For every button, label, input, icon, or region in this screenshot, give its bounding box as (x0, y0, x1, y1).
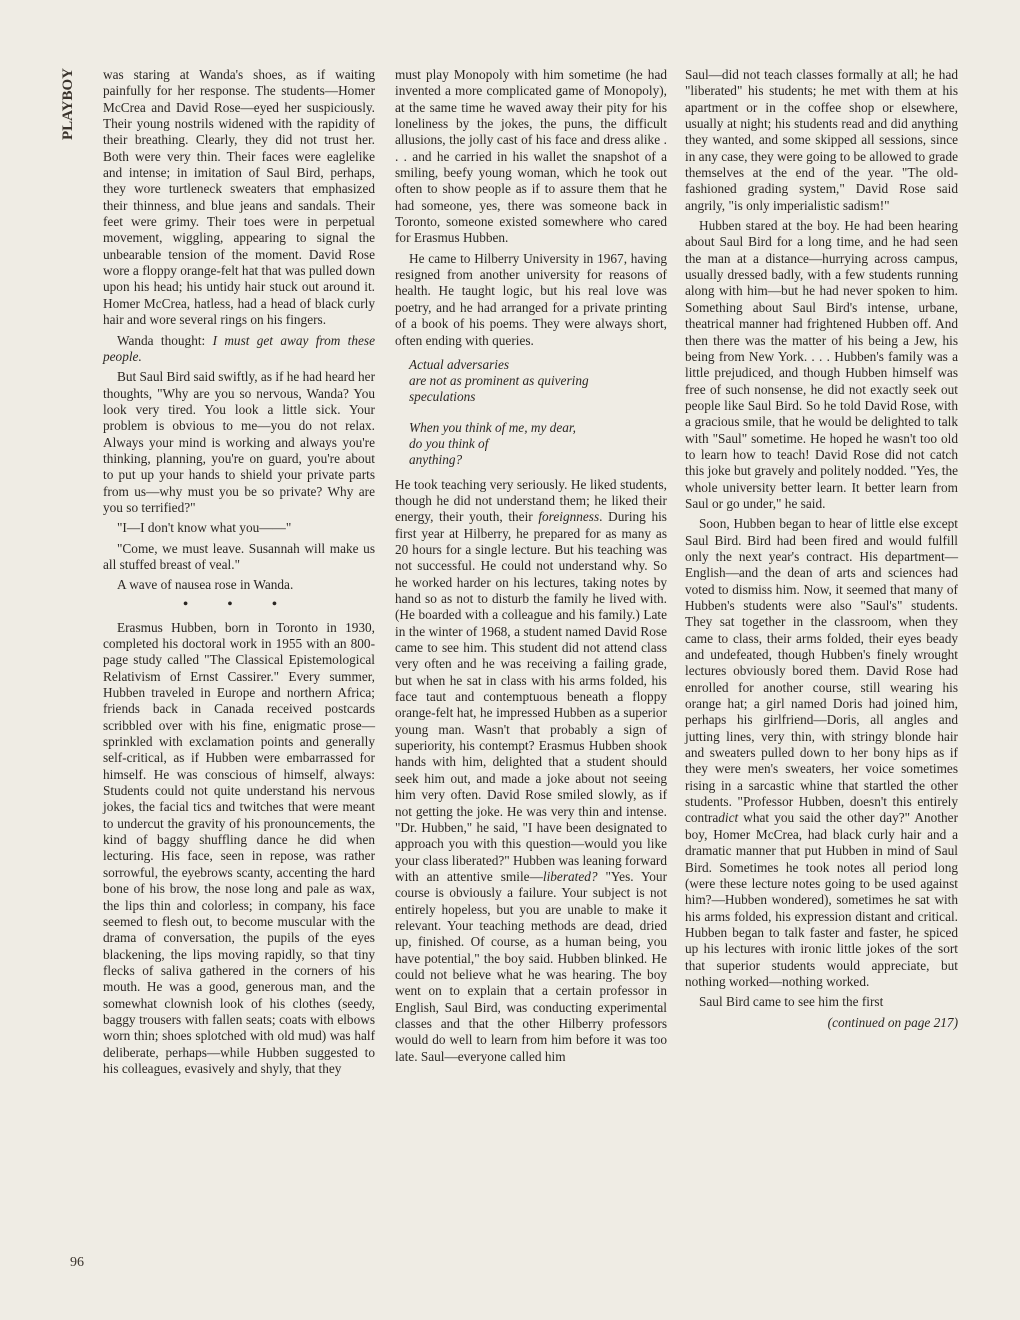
column-2 (395, 67, 667, 1069)
paragraph: "Come, we must leave. Susannah will make us all stuffed breast of veal." (103, 540, 375, 572)
running-head: PLAYBOY (60, 68, 76, 140)
italic-word: foreignness (538, 509, 600, 525)
continued-note: (continued on page 217) (827, 1014, 958, 1030)
paragraph: Erasmus Hubben, born in Toronto in 1930, completed his doctoral work in 1955 with an 800-page study called "The Classical Epistemological Relativism of Ernst Cassirer." Every summer, Hubben traveled in Europe and northern Africa; friends back in Canada received postcards scribbled over with his fine, enigmatic prose—sprinkled with exclamation points and generally self-critical, as if Hubben were embarrassed for himself. He was conscious of himself, always: Students could not quite understand his nervous jokes, the facial tics and twitches that were meant to undercut the gravity of his pronouncements, the kind of baggy shuffling dance he did when lecturing. His face, seen in repose, was rather sorrowful, the eyebrows scanty, accenting the hard bone of his brow, the nose long and pale as wax, the lips thin and colorless; in company, his face seemed to flesh out, to become muscular with the drama of conversation, the pupils of the eyes blackening, the lips moving rapidly, so that tiny flecks of saliva gathered in the corners of his mouth. He was a good, generous man, and the somewhat clownish look of his clothes (seedy, baggy trousers with fallen seats; coats with elbows worn thin; shoes splotched with old mud) was half deliberate, perhaps—while Hubben suggested to his colleagues, evasively and shyly, that they (103, 619, 375, 1076)
page-number: 96 (70, 1255, 84, 1270)
paragraph-text: . During his first year at Hilberry, he prepared for as many as 20 hours for a single lecture. But his teaching was not successful. He could not understand why. So he worked harder on his lectures, taking notes by hand so as not to disturb the family he lived with. (He boarded with a colleague and his family.) Late in the winter of 1968, a student named David Rose came to see him. This student did not attend class very often and he was receiving a failing grade, but when he sat in class with his arms folded, his face taut and contemptuous beneath a floppy orange-felt hat, he impressed Hubben as a superior young man. Wasn't that probably a sign of superiority, his contempt? Erasmus Hubben shook hands with him, delighted that a student should seek him out, and made a joke about not seeing him very often. David Rose smiled slowly, as if not getting the joke. He was very thin and intense. "Dr. Hubben," he said, "I have been designated to approach you with this question—would you like your class liberated?" Hubben was leaning forward with an attentive smile— (395, 509, 668, 884)
paragraph-text: "Yes. Your course is obviously a failure. Your subject is not entirely hopeless, but you are unable to make it relevant. Your teaching methods are dead, dried up, finished. Of course, as a human being, you have potential," the boy said. Hubben blinked. He could not believe what he was hearing. The boy went on to explain that a certain professor in English, Saul Bird, was conducting experimental classes and that the other Hilberry professors would do well to learn from him before it was too late. Saul—everyone called him (395, 868, 667, 1064)
poem-stanza (409, 357, 667, 406)
italic-word: dict (718, 810, 739, 826)
paragraph (395, 477, 667, 1065)
paragraph-text: Wanda thought: (117, 332, 213, 348)
paragraph: Saul Bird came to see him the first (699, 994, 884, 1010)
paragraph: Hubben stared at the boy. He had been hearing about Saul Bird for a long time, and he had seen the man at a distance—hurrying across campus, usually dressed badly, with a few students running along with him—but he had never spoken to him. Something about Saul Bird's intense, urbane, theatrical manner had frightened Hubben off. And then there was the matter of his being a Jew, his being from New York. . . . Hubben's family was a little prejudiced, and though Hubben himself was free of such nonsense, he did not exactly seek out people like Saul Bird. So he told David Rose, with a gracious smile, that he would be delighted to talk with "Saul" sometime. He hoped he wasn't too old to learn how to teach! David Rose did not catch this joke but gravely and politely nodded. "Yes, the whole university better learn. It better learn from Saul or go under," he said. (685, 218, 958, 511)
column-1 (103, 67, 375, 1081)
paragraph-text: what you said the other day?" Another boy, Homer McCrea, had black curly hair and a dramatic manner that put Hubben in mind of Saul Bird. Sometimes he took notes all period long (were these lecture notes going to be used against him?—Hubben wondered), sometimes he sat with his arms folded, his expression distant and critical. Hubben began to talk faster and faster, he spiced up his lectures with ironic little jokes of the sort that superior students would appreciate, but nothing worked—nothing worked. (685, 810, 958, 989)
poem-stanza (409, 420, 667, 469)
italic-word: liberated? (542, 868, 598, 884)
italic-thought: I must get away from these people. (103, 332, 375, 364)
paragraph (685, 516, 958, 990)
paragraph: A wave of nausea rose in Wanda. (117, 577, 294, 593)
poem-line: anything? (409, 452, 463, 468)
paragraph: "I—I don't know what you——" (117, 520, 292, 536)
paragraph (103, 333, 375, 366)
paragraph-text: He took teaching very seriously. He liked students, though he did not understand them; he liked their energy, their youth, their (395, 476, 667, 525)
section-break: • • • (183, 596, 295, 612)
poem (409, 357, 667, 469)
paragraph: Saul—did not teach classes formally at all; he had "liberated" his students; he met with them at his apartment or in the coffee shop or elsewhere, usually at night; his students read and did anything they wanted, and some skipped all sessions, since in any case, they were going to be allowed to grade themselves at the end of the year. "The old-fashioned grading system," David Rose said angrily, "is only imperialistic sadism!" (685, 67, 958, 213)
poem-line: When you think of me, my dear, (409, 419, 576, 435)
poem-line: Actual adversaries (409, 356, 510, 372)
paragraph: But Saul Bird said swiftly, as if he had heard her thoughts, "Why are you so nervous, Wanda? You look very tired. You look a little sick. Your problem is obvious to me—you do not relax. Always your mind is working and always you're thinking, planning, you're on guard, you're about to put up your hands to shield your private parts from us—why must you be so private? Why are you so terrified?" (103, 369, 376, 515)
paragraph-text: Soon, Hubben began to hear of little else except Saul Bird. Bird had been fired and would fulfill only the next year's contract. His department—English—and the dean of arts and sciences had voted to dismiss him. Now, it seemed that many of Hubben's students were also "Saul's" students. They sat together in the classroom, when they came to class, their arms folded, their eyes beady and undefeated, though Hubben's finely wrought lectures obviously bored them. David Rose had enrolled for another course, still wearing his orange hat; a girl named Doris had joined him, perhaps his girlfriend—Doris, all angles and jutting lines, very thin, with stringy blonde hair and sweaters pulled down to her bony hips as if they were men's sweaters, her voice sometimes rising in a sarcastic whine that startled the other students. "Professor Hubben, doesn't this entirely contra (685, 516, 958, 826)
paragraph: was staring at Wanda's shoes, as if waiting painfully for her response. The students—Homer McCrea and David Rose—eyed her suspiciously. Their young nostrils widened with the rapidity of their breathing. Clearly, they did not trust her. Both were very thin. Their faces were eaglelike and intense; in imitation of Saul Bird, perhaps, they wore turtleneck sweaters that emphasized their thinness, and blue jeans and sandals. Their feet were grimy. Their toes were in perpetual movement, wiggling, appearing to signal the unbearable tension of the moment. David Rose wore a floppy orange-felt hat that was pulled down upon his head; his untidy hair stuck out around it. Homer McCrea, hatless, had a head of black curly hair and wore several rings on his fingers. (103, 67, 375, 328)
paragraph: must play Monopoly with him sometime (he had invented a more complicated game of Monopoly), at the same time he waved away their pity for his loneliness by the jokes, the puns, the difficult allusions, the jolly cast of his face and dress alike . . . and he carried in his wallet the snapshot of a smiling, beefy young woman, which he took out often to show people as if to assure them that he had someone, yes, there was someone back in Toronto, someone existed somewhere who cared for Erasmus Hubben. (395, 67, 667, 246)
poem-line: do you think of (409, 436, 489, 452)
paragraph: He came to Hilberry University in 1967, having resigned from another university for reasons of health. He taught logic, but his real love was poetry, and he had arranged for a private printing of a book of his poems. They were always short, often ending with queries. (395, 250, 667, 348)
poem-line: are not as prominent as quivering (409, 373, 589, 389)
poem-line: speculations (409, 389, 476, 405)
column-3 (685, 67, 958, 1035)
